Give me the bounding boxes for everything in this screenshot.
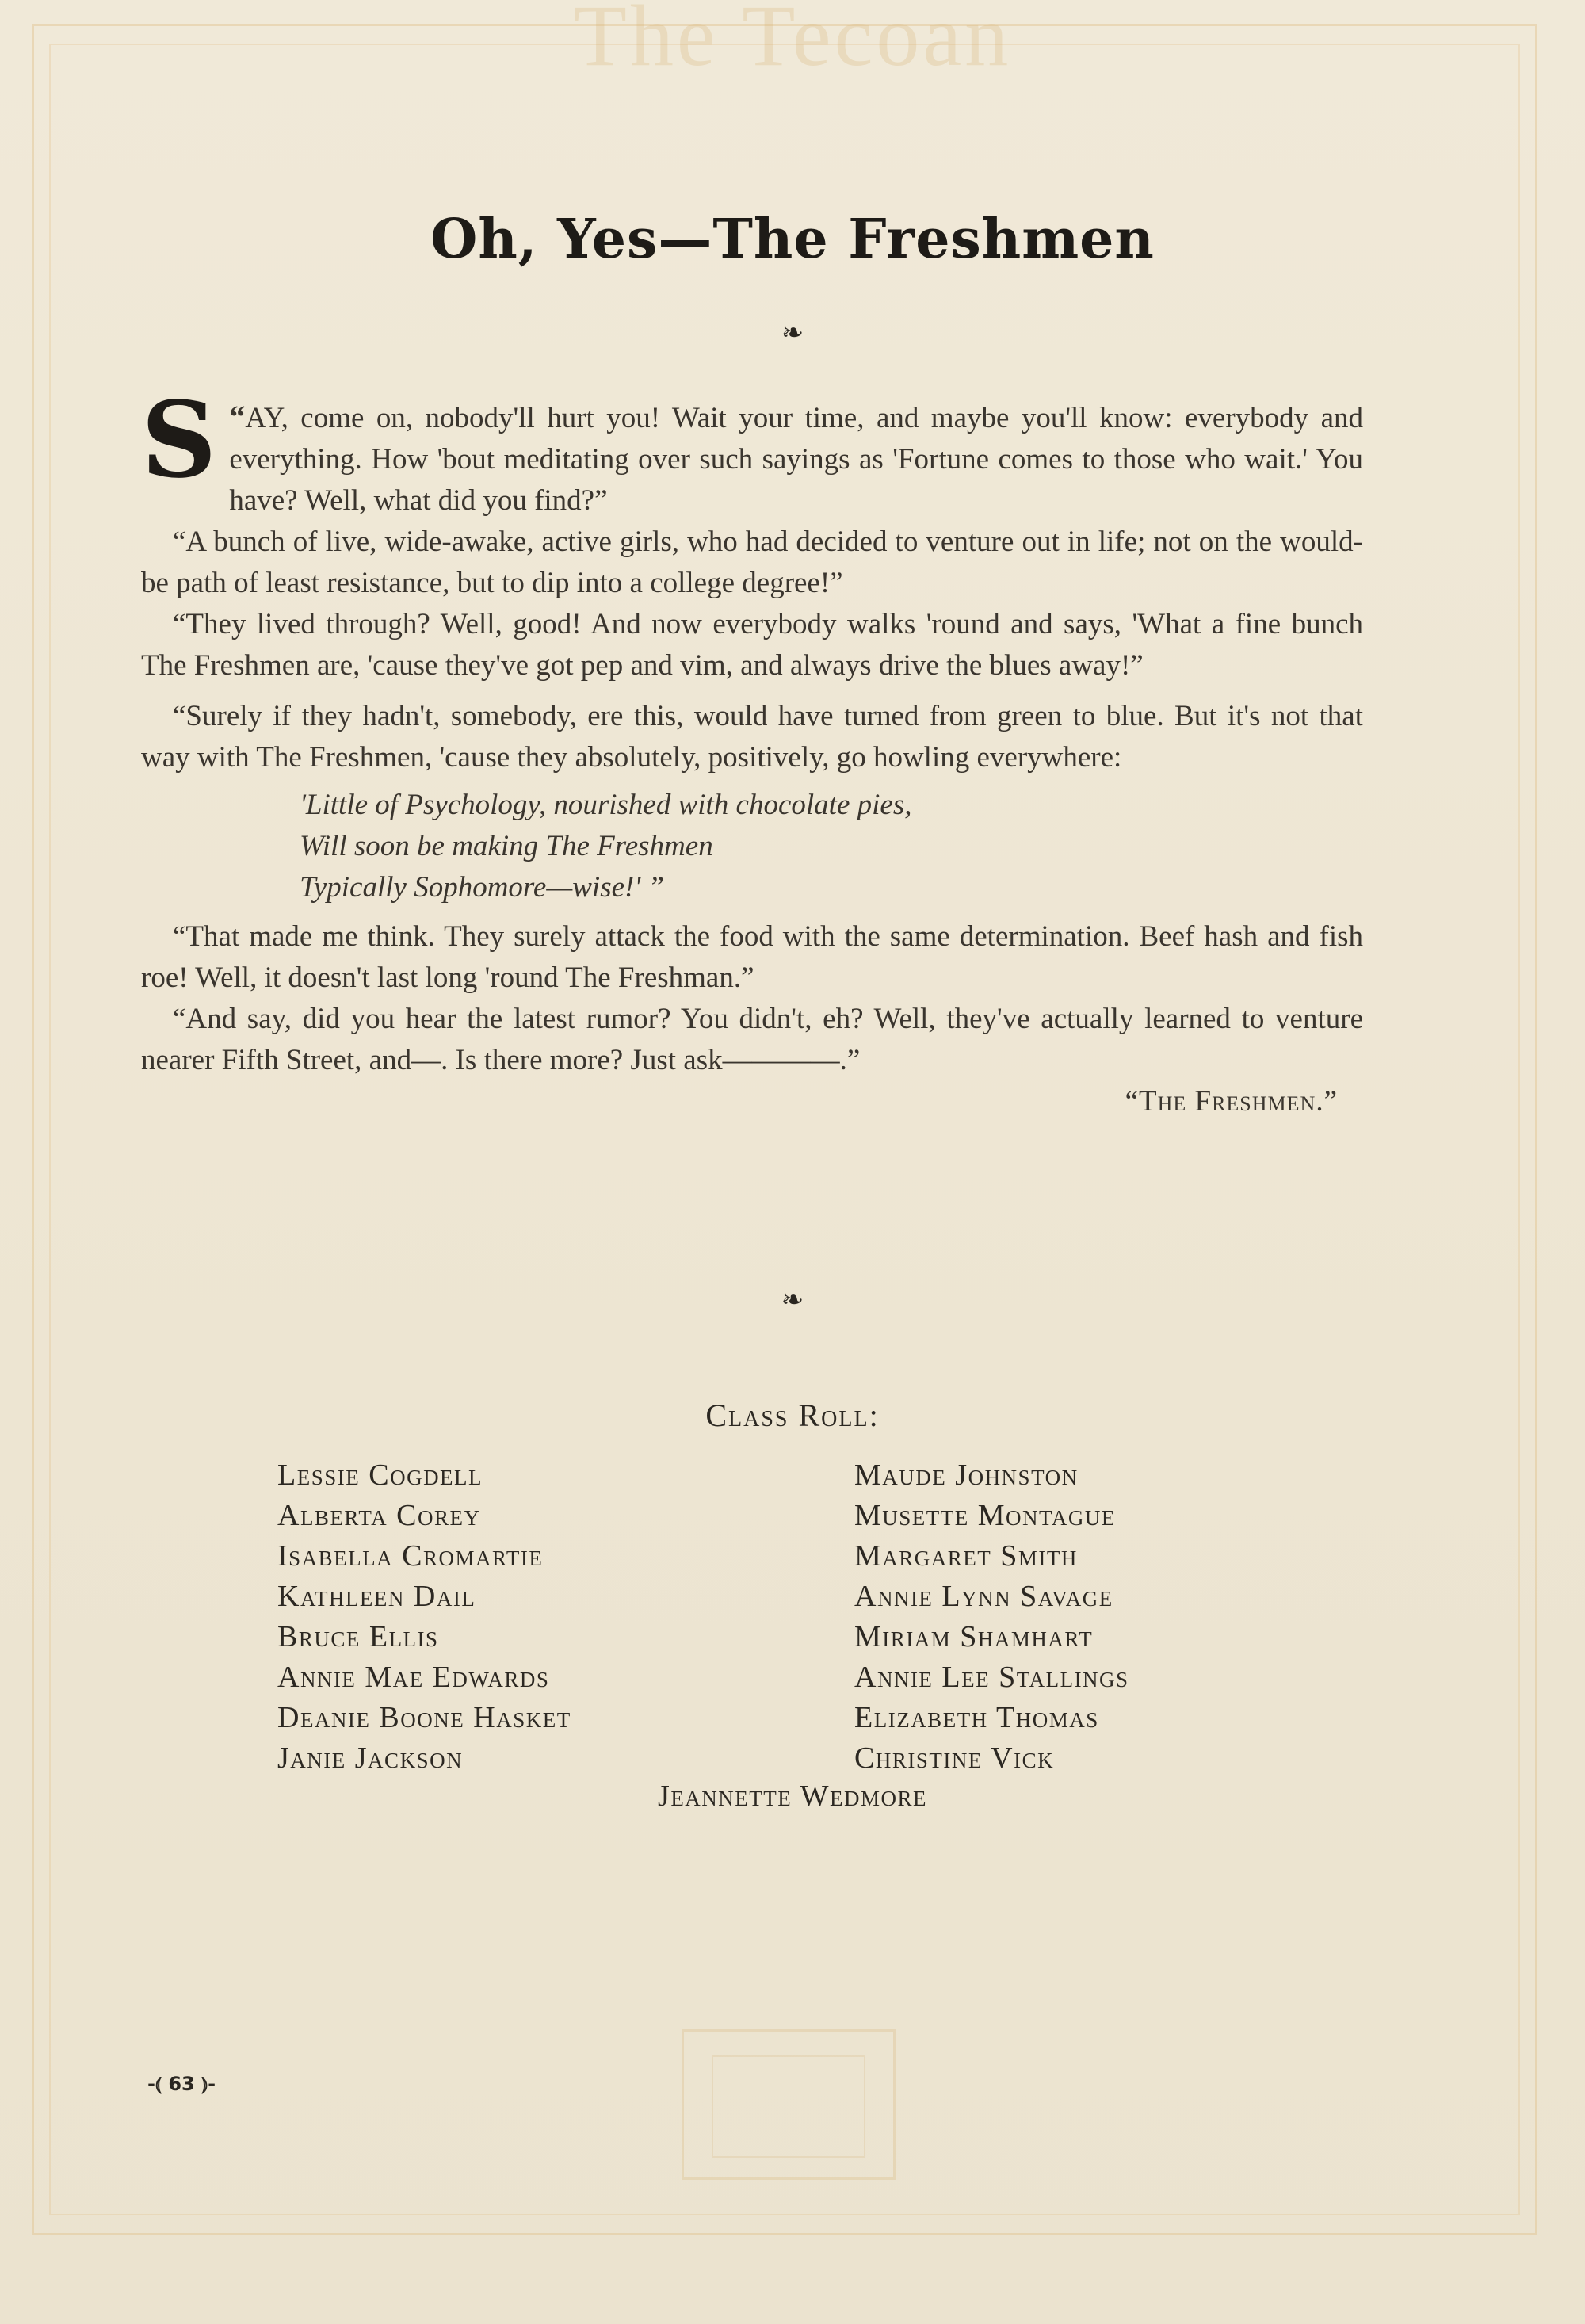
poem-line: Will soon be making The Freshmen xyxy=(300,830,713,862)
poem-line: Typically Sophomore—wise!' ” xyxy=(300,871,665,904)
faint-emblem-icon xyxy=(682,2029,896,2180)
roll-name: Annie Mae Edwards xyxy=(277,1661,550,1694)
opening-quote: “ xyxy=(229,399,246,434)
bracket-right-icon: ⦆- xyxy=(194,2073,216,2095)
roll-name: Janie Jackson xyxy=(277,1741,464,1775)
paragraph-6: “And say, did you hear the latest rumor? You didn't, eh? Well, they've actually learned to venture nearer Fifth Street, and—. Is there more? Just ask————.” xyxy=(141,1003,1363,1076)
roll-name: Lessie Cogdell xyxy=(277,1458,483,1492)
leaf-ornament-icon: ❧ xyxy=(781,319,804,348)
paragraph-2: “A bunch of live, wide-awake, active girls, who had decided to venture out in life; not on the would-be path of least resistance, but to dip into a college degree!” xyxy=(141,526,1363,599)
paragraph-1 xyxy=(141,379,1363,522)
roll-name: Annie Lee Stallings xyxy=(854,1661,1129,1694)
paragraph-3: “They lived through? Well, good! And now everybody walks 'round and says, 'What a fine bunch The Freshmen are, 'cause they've got pep and vim, and always drive the blues away!” xyxy=(141,608,1363,682)
poem-verse xyxy=(300,785,1363,908)
class-roll-list xyxy=(277,1455,1308,1779)
class-roll-heading: Class Roll: xyxy=(705,1397,880,1433)
paragraph-1-text: AY, come on, nobody'll hurt you! Wait your time, and maybe you'll know: everybody and everything. How 'bout meditating over such sayings as 'Fortune comes to those who wait.' You have? Well, what did you find?” xyxy=(229,402,1363,517)
article-body xyxy=(141,379,1363,1122)
leaf-ornament-icon: ❧ xyxy=(781,1286,804,1315)
drop-cap: S xyxy=(141,379,217,502)
roll-name: Annie Lynn Savage xyxy=(854,1580,1113,1613)
paragraph-4: “Surely if they hadn't, somebody, ere this, would have turned from green to blue. But it's not that way with The Freshmen, 'cause they absolutely, positively, go howling everywhere: xyxy=(141,700,1363,774)
roll-name: Maude Johnston xyxy=(854,1458,1079,1492)
roll-name-last: Jeannette Wedmore xyxy=(658,1779,927,1813)
roll-name: Christine Vick xyxy=(854,1741,1055,1775)
roll-name: Elizabeth Thomas xyxy=(854,1701,1099,1734)
roll-name: Isabella Cromartie xyxy=(277,1539,544,1573)
roll-name: Kathleen Dail xyxy=(277,1580,476,1613)
roll-name: Miriam Shamhart xyxy=(854,1620,1094,1653)
paragraph-5: “That made me think. They surely attack the food with the same determination. Beef hash and fish roe! Well, it doesn't last long 'round The Freshman.” xyxy=(141,920,1363,994)
signature: “The Freshmen.” xyxy=(1125,1085,1338,1118)
roll-name: Bruce Ellis xyxy=(277,1620,439,1653)
bracket-left-icon: -⦅ xyxy=(147,2073,169,2095)
roll-name: Alberta Corey xyxy=(277,1499,481,1532)
poem-line: 'Little of Psychology, nourished with chocolate pies, xyxy=(300,789,912,821)
roll-name: Deanie Boone Hasket xyxy=(277,1701,571,1734)
page-inner-border xyxy=(49,44,1520,2215)
roll-name: Margaret Smith xyxy=(854,1539,1078,1573)
yearbook-watermark: The Tecoan xyxy=(573,0,1012,84)
page-title: Oh, Yes—The Freshmen xyxy=(430,208,1155,271)
roll-name: Musette Montague xyxy=(854,1499,1116,1532)
page-number: -⦅ 63 ⦆- xyxy=(147,2073,216,2095)
